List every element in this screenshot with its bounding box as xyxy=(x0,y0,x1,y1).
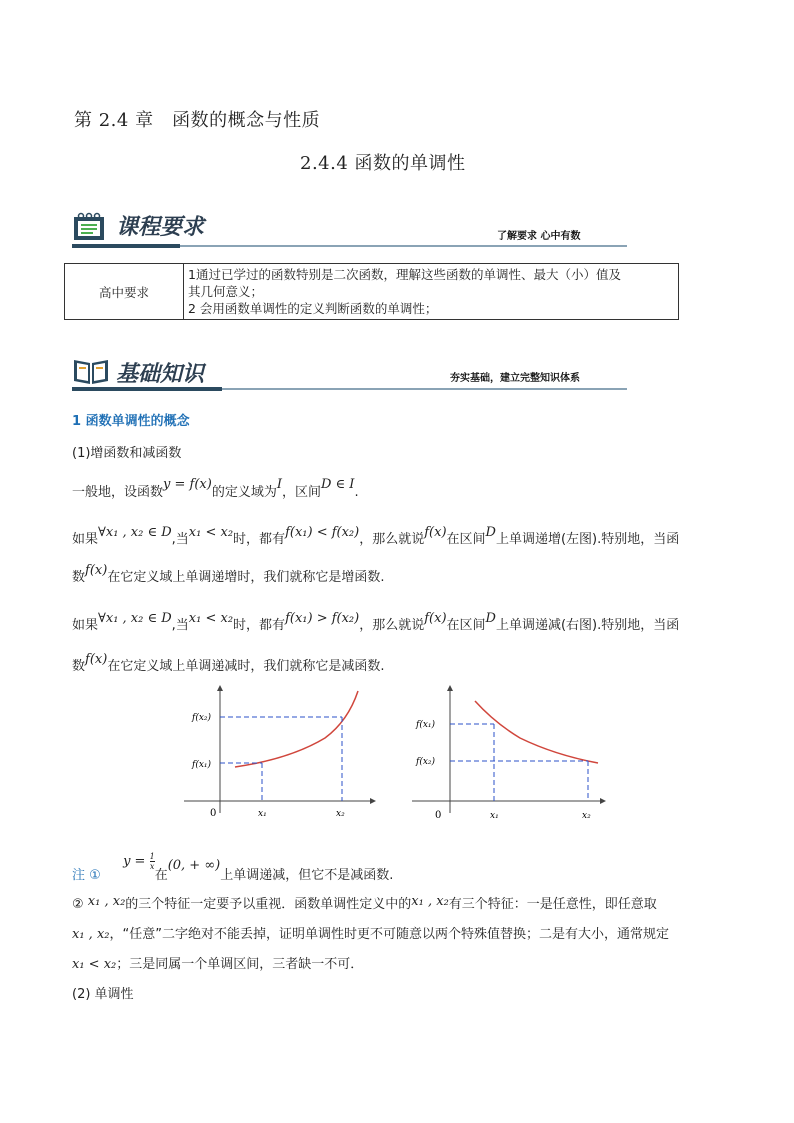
basics-banner xyxy=(72,353,627,395)
note-1 xyxy=(72,852,394,885)
chapter-title: 第 2.4 章 函数的概念与性质 xyxy=(74,110,321,131)
requirements-table xyxy=(64,263,679,320)
fraction-numerator: 1 xyxy=(149,852,155,861)
label-fx1: f(x₁) xyxy=(192,760,212,770)
text: 在区间 xyxy=(446,618,486,633)
math-expression: f(x) xyxy=(85,652,108,667)
increasing-definition xyxy=(72,525,680,548)
label-fx1: f(x₁) xyxy=(416,720,436,730)
text: 一般地，设函数 xyxy=(72,485,164,500)
course-banner xyxy=(72,208,627,250)
math-expression: ∀x₁ , x₂ ∈ D xyxy=(98,525,172,540)
math-expression: f(x) xyxy=(424,525,447,540)
text: 的定义域为 xyxy=(211,485,277,500)
label-x1: x₁ xyxy=(490,811,499,821)
text: 在它定义域上单调递减时，我们就称它是减函数. xyxy=(107,659,385,674)
label-origin: 0 xyxy=(435,810,442,821)
text: 上单调递减(右图).特别地，当函 xyxy=(495,618,680,633)
section-heading: 1 函数单调性的概念 xyxy=(72,414,190,429)
text: 有三个特征：一是任意性，即任意取 xyxy=(448,897,657,912)
text: 在区间 xyxy=(446,532,486,547)
text: ,当 xyxy=(171,532,189,547)
basics-banner-subtitle: 夯实基础，建立完整知识体系 xyxy=(450,373,580,384)
banner-divider xyxy=(72,244,180,248)
text: 上单调递增(左图).特别地，当函 xyxy=(495,532,680,547)
math-expression: x₁ < x₂ xyxy=(188,525,234,540)
text: 时，都有 xyxy=(233,618,286,633)
math-expression xyxy=(123,854,155,869)
banner-divider xyxy=(180,245,627,247)
math-expression: x₁ < x₂ xyxy=(72,957,117,972)
text: 数 xyxy=(72,570,86,585)
text: ，区间 xyxy=(281,485,321,500)
increasing-curve xyxy=(235,691,358,767)
label-x2: x₂ xyxy=(336,809,345,819)
text: 如果 xyxy=(72,532,99,547)
math-expression: ∀x₁ , x₂ ∈ D xyxy=(98,611,172,626)
label-origin: 0 xyxy=(210,808,217,819)
requirement-item: 2 会用函数单调性的定义判断函数的单调性； xyxy=(188,301,438,316)
text: ；三是同属一个单调区间，三者缺一不可． xyxy=(116,957,364,972)
note-2 xyxy=(72,894,657,913)
requirements-content xyxy=(184,264,679,320)
text: 的三个特征一定要予以重视．函数单调性定义中的 xyxy=(125,897,412,912)
text: ，那么就说 xyxy=(359,618,425,633)
text: 数 xyxy=(72,659,86,674)
subsection-heading: (1)增函数和减函数 xyxy=(72,446,182,461)
text: y = xyxy=(123,854,150,869)
increasing-function-graph xyxy=(180,683,380,825)
label-fx2: f(x₂) xyxy=(416,757,436,767)
text: 如果 xyxy=(72,618,99,633)
math-expression: x₁ , x₂ xyxy=(87,894,126,909)
note-2-cont xyxy=(72,957,363,973)
decreasing-definition xyxy=(72,611,680,634)
text: ，“任意”二字绝对不能丢掉，证明单调性时更不可随意以两个特殊值替换；二是有大小，通常规定 xyxy=(109,927,669,942)
requirements-label: 高中要求 xyxy=(65,264,184,320)
open-book-icon xyxy=(72,356,110,386)
decreasing-function-graph xyxy=(410,683,610,825)
note-2-cont xyxy=(72,927,669,943)
text: ，那么就说 xyxy=(359,532,425,547)
math-expression: D xyxy=(485,611,496,626)
text: 上单调递减，但它不是减函数. xyxy=(220,868,394,883)
text: . xyxy=(354,485,359,500)
math-expression: y = f(x) xyxy=(163,477,212,492)
math-expression: f(x) xyxy=(85,563,108,578)
course-banner-title: 课程要求 xyxy=(116,215,205,240)
text: ,当 xyxy=(171,618,189,633)
requirement-item: 其几何意义； xyxy=(188,284,264,299)
notebook-icon xyxy=(72,212,108,242)
label-fx2: f(x₂) xyxy=(192,713,212,723)
x-axis-arrow xyxy=(370,798,376,804)
math-expression: x₁ , x₂ xyxy=(72,927,110,942)
course-banner-subtitle: 了解要求 心中有数 xyxy=(497,231,581,242)
banner-divider xyxy=(72,387,222,391)
label-x1: x₁ xyxy=(258,809,267,819)
math-expression: f(x₁) > f(x₂) xyxy=(285,611,360,626)
text: 在它定义域上单调递增时，我们就称它是增函数. xyxy=(107,570,385,585)
math-expression: f(x₁) < f(x₂) xyxy=(285,525,360,540)
banner-divider xyxy=(222,388,627,390)
math-expression: x₁ < x₂ xyxy=(188,611,234,626)
math-expression: f(x) xyxy=(424,611,447,626)
requirement-item: 1通过已学过的函数特别是二次函数，理解这些函数的单调性、最大（小）值及 xyxy=(188,267,621,282)
text: ② xyxy=(72,897,88,912)
text: 在 xyxy=(154,868,168,883)
increasing-definition-cont xyxy=(72,563,385,586)
x-axis-arrow xyxy=(600,798,606,804)
definition-paragraph xyxy=(72,477,359,501)
math-expression: x₁ , x₂ xyxy=(411,894,449,909)
math-expression: D ∈ I xyxy=(320,477,355,492)
label-x2: x₂ xyxy=(582,811,591,821)
fraction-denominator: x xyxy=(149,862,155,871)
note-label: 注 ① xyxy=(72,868,101,883)
text: 时，都有 xyxy=(233,532,286,547)
basics-banner-title: 基础知识 xyxy=(116,362,205,387)
math-expression: (0, + ∞) xyxy=(167,858,221,873)
section-title: 2.4.4 函数的单调性 xyxy=(300,153,466,174)
y-axis-arrow xyxy=(447,685,453,691)
subsection-heading: (2) 单调性 xyxy=(72,987,134,1002)
y-axis-arrow xyxy=(217,685,223,691)
math-expression: I xyxy=(276,477,282,492)
math-expression: D xyxy=(485,525,496,540)
decreasing-definition-cont xyxy=(72,652,385,675)
decreasing-curve xyxy=(475,701,598,763)
